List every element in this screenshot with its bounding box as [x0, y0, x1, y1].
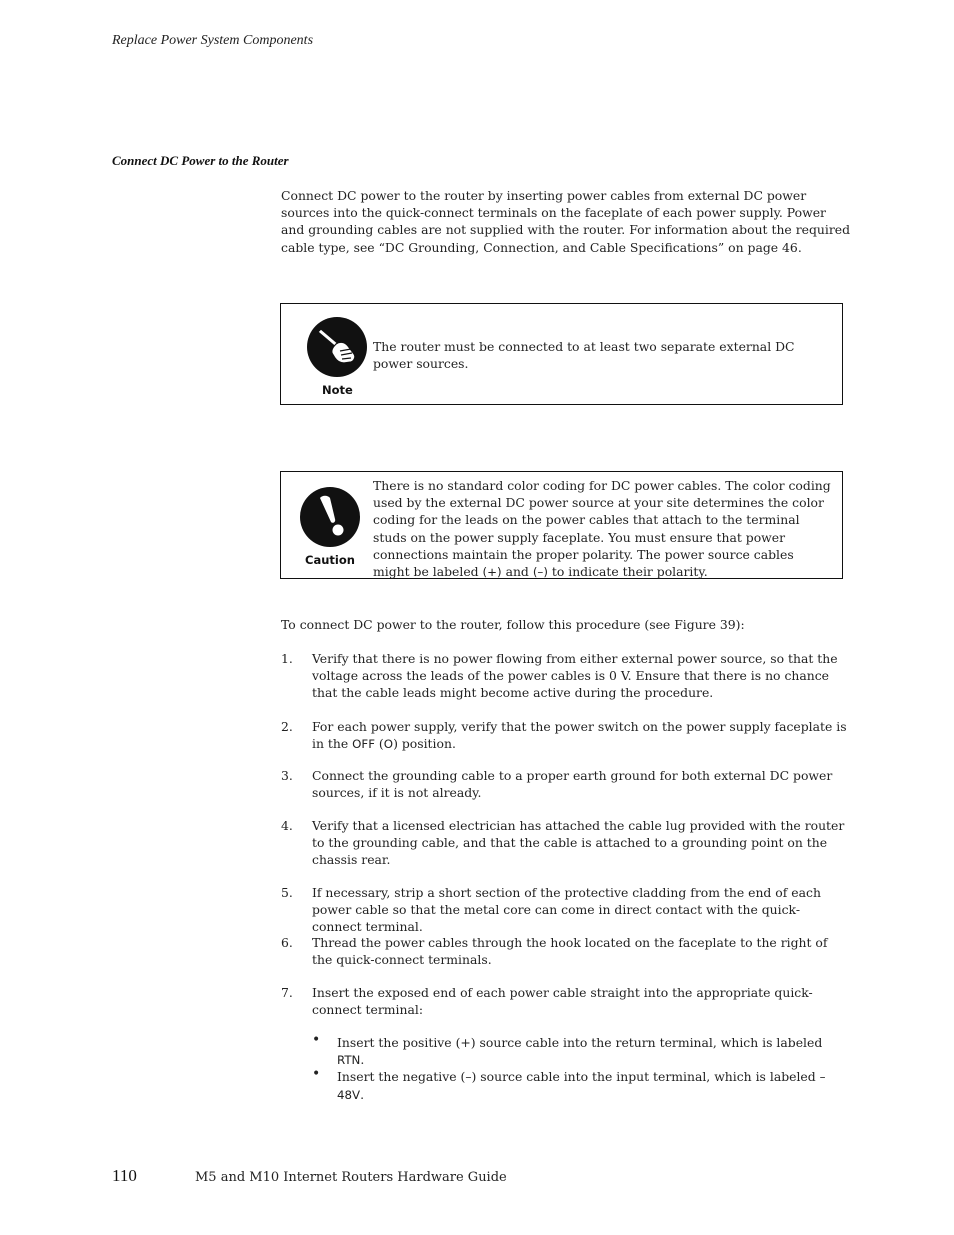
step-number: 3. — [281, 768, 293, 783]
note-label: Note — [322, 383, 353, 397]
step-number: 2. — [281, 719, 293, 734]
caution-label: Caution — [305, 553, 355, 567]
caution-text — [373, 477, 833, 581]
step-text: If necessary, strip a short section of the protective cladding from the end of each power cable so that the metal core can come in direct contact with the quick-connect terminal. — [312, 885, 821, 935]
step-text — [312, 718, 847, 753]
step-2-paren-close: ) — [393, 736, 398, 752]
step-number: 6. — [281, 935, 293, 950]
step-number: 4. — [281, 818, 293, 833]
bullet-1-end: . — [360, 1052, 365, 1068]
caution-and: and — [501, 564, 533, 580]
step-2-paren-open: ( — [374, 736, 384, 752]
step-text: Thread the power cables through the hook located on the faceplate to the right of the quick-connect terminals. — [312, 935, 828, 968]
footer-title: M5 and M10 Internet Routers Hardware Guide — [195, 1170, 507, 1185]
step-text: Verify that there is no power flowing from either external power source, so that the voltage across the leads of the power cables is 0 V. Ensure that there is no chance that the cable leads might become active during the procedure. — [312, 651, 838, 701]
step-text: Verify that a licensed electrician has attached the cable lug provided with the router to the grounding cable, and that the cable is attached to a grounding point on the chassis rear. — [312, 818, 845, 868]
procedure-lead: To connect DC power to the router, follow this procedure (see Figure 39): — [281, 617, 745, 632]
step-number: 5. — [281, 885, 293, 900]
step-text: Insert the exposed end of each power cable straight into the appropriate quick-connect terminal: — [312, 985, 813, 1018]
caution-text-end: to indicate their polarity. — [547, 564, 708, 580]
note-box — [280, 303, 843, 405]
intro-paragraph: Connect DC power to the router by inserting power cables from external DC power sources into the quick-connect terminals on the faceplate of each power supply. Power and grounding cables are not supplied with the router. For information about the required cable type, see “DC Grounding, Connection, and Cable Specifications” on page 46. — [281, 188, 851, 255]
minus-label: (–) — [532, 565, 548, 580]
bullet-1-text: Insert the positive (+) source cable into the return terminal, which is labeled — [337, 1035, 823, 1050]
bullet-2-end: . — [360, 1087, 365, 1103]
caution-box — [280, 471, 843, 579]
section-heading: Connect DC Power to the Router — [112, 153, 289, 168]
bullet-text — [337, 1034, 852, 1069]
bullet-2-text: Insert the negative (–) source cable into the input terminal, which is labeled — [337, 1069, 820, 1084]
bullet-dot: • — [312, 1066, 321, 1082]
step-number: 7. — [281, 985, 293, 1000]
bullet-text — [337, 1068, 852, 1104]
step-text: Connect the grounding cable to a proper earth ground for both external DC power sources, if it is not already. — [312, 768, 833, 801]
exclamation-icon — [299, 486, 361, 548]
hand-pointing-icon — [306, 316, 368, 378]
step-number: 1. — [281, 651, 293, 666]
running-header: Replace Power System Components — [112, 33, 314, 48]
rtn-label: RTN — [337, 1053, 361, 1068]
step-2-text-end: position. — [397, 736, 456, 752]
bullet-dot: • — [312, 1032, 321, 1048]
caution-text-main: There is no standard color coding for DC power cables. The color coding used by the external DC power source at your site determines the color coding for the leads on the power cables that attach to the terminal studs on the power supply faceplate. You must ensure that power connections maintain the proper polarity. The power source cables might be labeled — [373, 478, 831, 580]
step-2-text-start: For each power supply, verify that the power switch on the power supply faceplate is in the — [312, 719, 847, 752]
note-text: The router must be connected to at least two separate external DC power sources. — [373, 339, 795, 372]
minus48v-label: –48V — [337, 1070, 826, 1103]
page-number: 110 — [112, 1166, 137, 1185]
off-label: OFF — [352, 737, 375, 752]
o-label: O — [383, 737, 394, 752]
plus-label: (+) — [482, 565, 502, 580]
